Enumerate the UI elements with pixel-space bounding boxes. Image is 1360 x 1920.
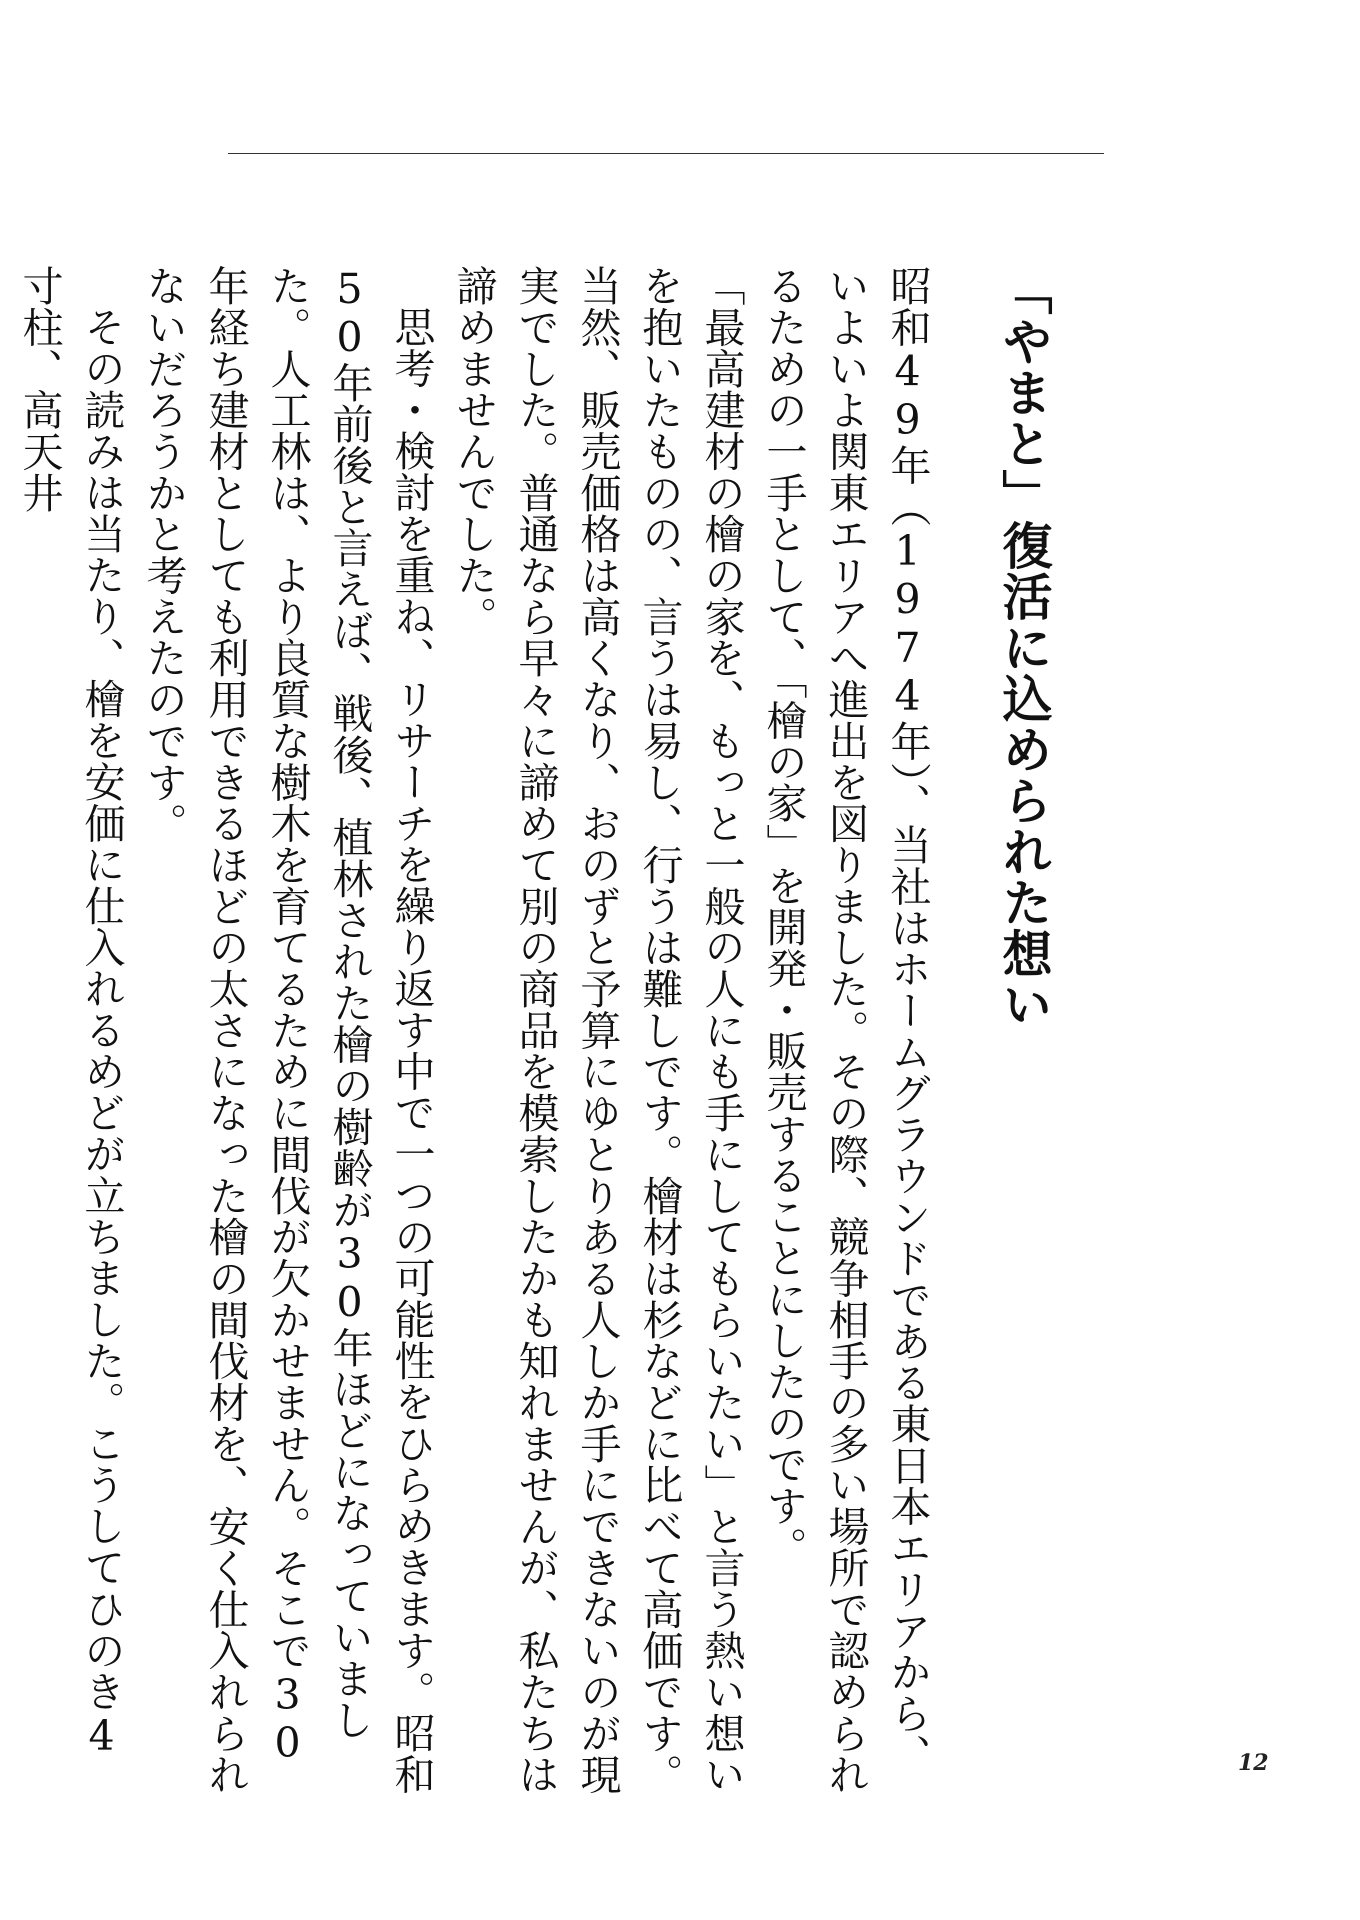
paragraph-2: 「最高建材の檜の家を、もっと一般の人にも手にしてもらいたい」と言う熱い想いを抱いたものの、言うは易し、行うは難しです。檜材は杉などに比べて高価です。当然、販売価格は高くなり、おのずと予算にゆとりある人しか手にできないのが現実でした。普通なら早々に諦めて別の商品を模索したかも知れませんが、私たちは諦めませんでした。	[449, 265, 746, 1795]
paragraph-3: 思考・検討を重ね、リサーチを繰り返す中で一つの可能性をひらめきます。昭和50年前後と言えば、戦後、植林された檜の樹齢が30年ほどになっていました。人工林は、より良質な樹木を育てるために間伐が欠かせません。そこで30年経ち建材としても利用できるほどの太さになった檜の間伐材を、安く仕入れられないだろうかと考えたのです。	[139, 265, 436, 1795]
page-number: 12	[1238, 1750, 1269, 1776]
paragraph-4: その読みは当たり、檜を安価に仕入れるめどが立ちました。こうしてひのき4寸柱、高天井	[15, 265, 126, 1761]
paragraph-1: 昭和49年（1974年）、当社はホームグラウンドである東日本エリアから、いよいよ関東エリアへ進出を図りました。その際、競争相手の多い場所で認められるための一手として、「檜の家」を開発・販売することにしたのです。	[759, 265, 932, 1795]
section-heading: 「やまと」復活に込められた想い	[994, 265, 1053, 1030]
top-rule	[228, 153, 1104, 154]
vertical-text-block	[9, 265, 1091, 1795]
